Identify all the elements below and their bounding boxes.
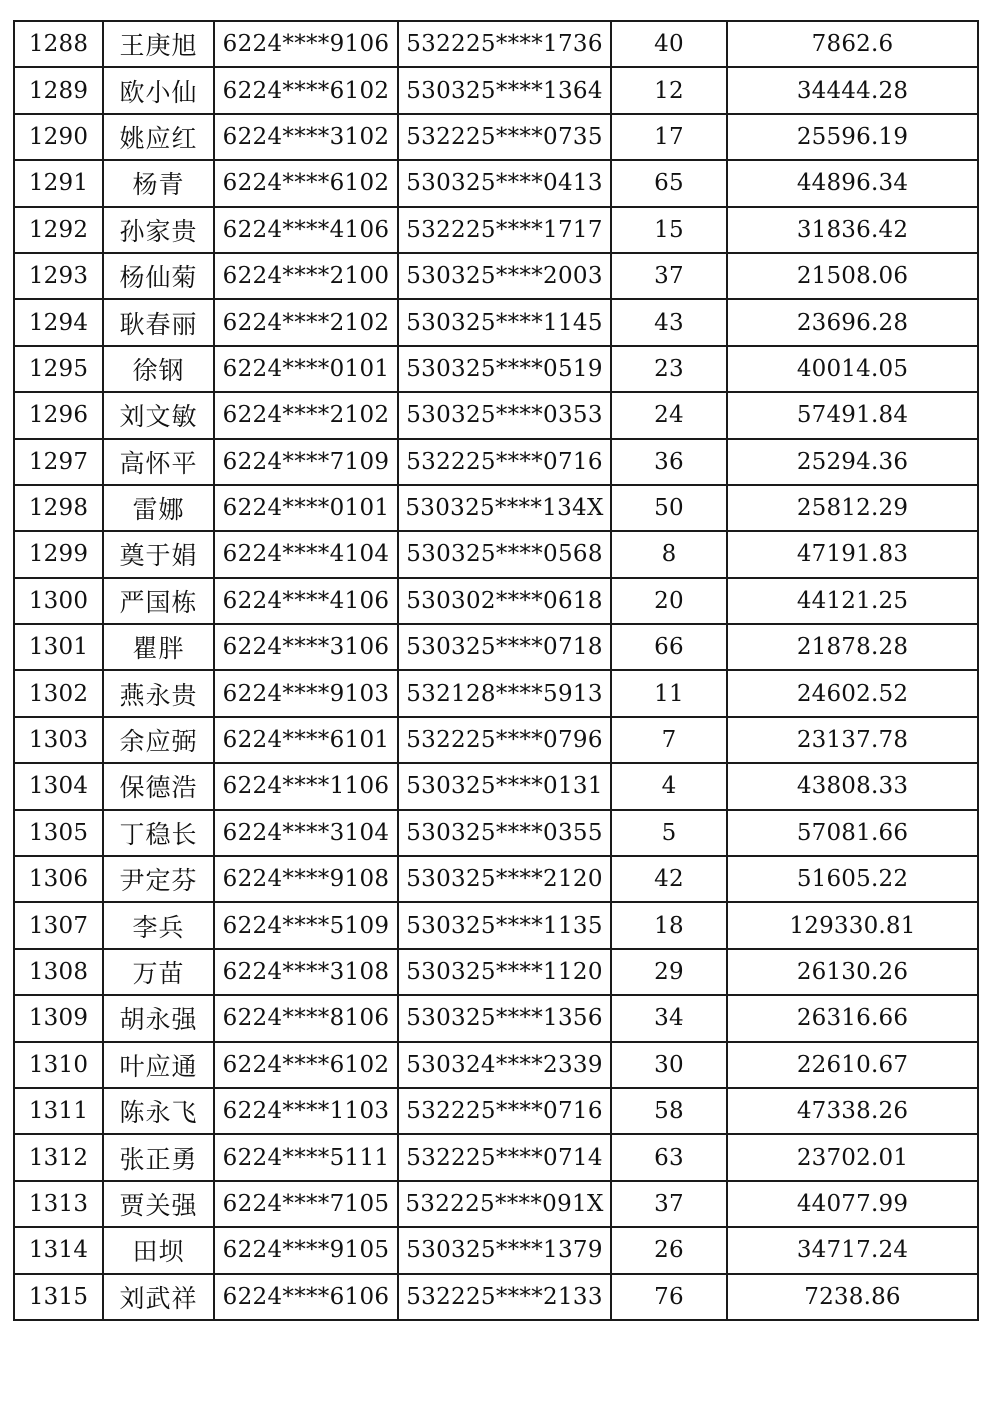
- cell-name: 刘武祥: [103, 1274, 214, 1320]
- cell-name: 瞿胖: [103, 624, 214, 670]
- cell-id-number: 532225****0735: [398, 114, 611, 160]
- cell-card-number: 6224****6101: [214, 717, 398, 763]
- table-row: [14, 299, 978, 345]
- cell-card-number: 6224****9103: [214, 670, 398, 716]
- cell-amount: 25812.29: [727, 485, 978, 531]
- cell-number: 1292: [14, 207, 103, 253]
- cell-id-number: 530325****0355: [398, 810, 611, 856]
- cell-number: 1313: [14, 1181, 103, 1227]
- table-row: [14, 531, 978, 577]
- table-row: [14, 578, 978, 624]
- cell-count: 29: [611, 949, 727, 995]
- cell-amount: 43808.33: [727, 763, 978, 809]
- table-row: [14, 439, 978, 485]
- table-row: [14, 1088, 978, 1134]
- table-row: [14, 114, 978, 160]
- cell-id-number: 530325****0413: [398, 160, 611, 206]
- cell-count: 11: [611, 670, 727, 716]
- table-row: [14, 160, 978, 206]
- cell-name: 田坝: [103, 1227, 214, 1273]
- cell-id-number: 532225****1717: [398, 207, 611, 253]
- cell-card-number: 6224****4106: [214, 578, 398, 624]
- cell-number: 1295: [14, 346, 103, 392]
- cell-name: 姚应红: [103, 114, 214, 160]
- cell-number: 1310: [14, 1042, 103, 1088]
- cell-number: 1288: [14, 21, 103, 67]
- cell-name: 杨仙菊: [103, 253, 214, 299]
- cell-card-number: 6224****1106: [214, 763, 398, 809]
- cell-name: 陈永飞: [103, 1088, 214, 1134]
- cell-card-number: 6224****2100: [214, 253, 398, 299]
- cell-id-number: 530325****0718: [398, 624, 611, 670]
- cell-id-number: 530325****0131: [398, 763, 611, 809]
- cell-number: 1312: [14, 1134, 103, 1180]
- cell-number: 1296: [14, 392, 103, 438]
- cell-amount: 47338.26: [727, 1088, 978, 1134]
- cell-number: 1301: [14, 624, 103, 670]
- cell-amount: 47191.83: [727, 531, 978, 577]
- cell-id-number: 530325****0353: [398, 392, 611, 438]
- cell-id-number: 530325****2003: [398, 253, 611, 299]
- cell-number: 1308: [14, 949, 103, 995]
- cell-name: 孙家贵: [103, 207, 214, 253]
- cell-card-number: 6224****2102: [214, 392, 398, 438]
- cell-amount: 23702.01: [727, 1134, 978, 1180]
- table-row: [14, 995, 978, 1041]
- cell-name: 保德浩: [103, 763, 214, 809]
- cell-amount: 40014.05: [727, 346, 978, 392]
- cell-amount: 44896.34: [727, 160, 978, 206]
- cell-card-number: 6224****5111: [214, 1134, 398, 1180]
- cell-count: 4: [611, 763, 727, 809]
- cell-number: 1306: [14, 856, 103, 902]
- cell-count: 15: [611, 207, 727, 253]
- table-row: [14, 717, 978, 763]
- cell-id-number: 532128****5913: [398, 670, 611, 716]
- cell-number: 1298: [14, 485, 103, 531]
- table-row: [14, 1274, 978, 1320]
- cell-count: 30: [611, 1042, 727, 1088]
- cell-name: 万苗: [103, 949, 214, 995]
- table-row: [14, 670, 978, 716]
- table-row: [14, 856, 978, 902]
- cell-id-number: 532225****1736: [398, 21, 611, 67]
- cell-id-number: 532225****0716: [398, 439, 611, 485]
- cell-name: 张正勇: [103, 1134, 214, 1180]
- cell-id-number: 530325****1379: [398, 1227, 611, 1273]
- cell-count: 36: [611, 439, 727, 485]
- cell-count: 76: [611, 1274, 727, 1320]
- cell-card-number: 6224****6106: [214, 1274, 398, 1320]
- cell-count: 66: [611, 624, 727, 670]
- table-row: [14, 67, 978, 113]
- table-row: [14, 1227, 978, 1273]
- cell-count: 40: [611, 21, 727, 67]
- cell-number: 1297: [14, 439, 103, 485]
- table-row: [14, 1134, 978, 1180]
- cell-name: 余应弼: [103, 717, 214, 763]
- cell-id-number: 530325****0568: [398, 531, 611, 577]
- cell-id-number: 530324****2339: [398, 1042, 611, 1088]
- cell-name: 丁稳长: [103, 810, 214, 856]
- cell-number: 1299: [14, 531, 103, 577]
- cell-number: 1309: [14, 995, 103, 1041]
- cell-amount: 51605.22: [727, 856, 978, 902]
- cell-count: 37: [611, 253, 727, 299]
- cell-card-number: 6224****1103: [214, 1088, 398, 1134]
- table-row: [14, 392, 978, 438]
- cell-name: 叶应通: [103, 1042, 214, 1088]
- table-row: [14, 949, 978, 995]
- cell-amount: 129330.81: [727, 902, 978, 948]
- cell-count: 65: [611, 160, 727, 206]
- cell-name: 高怀平: [103, 439, 214, 485]
- table-row: [14, 21, 978, 67]
- cell-name: 刘文敏: [103, 392, 214, 438]
- cell-card-number: 6224****3102: [214, 114, 398, 160]
- cell-id-number: 532225****0714: [398, 1134, 611, 1180]
- cell-count: 42: [611, 856, 727, 902]
- cell-count: 34: [611, 995, 727, 1041]
- cell-name: 雷娜: [103, 485, 214, 531]
- cell-number: 1300: [14, 578, 103, 624]
- cell-amount: 34717.24: [727, 1227, 978, 1273]
- cell-name: 燕永贵: [103, 670, 214, 716]
- table-row: [14, 902, 978, 948]
- table-row: [14, 624, 978, 670]
- cell-count: 5: [611, 810, 727, 856]
- cell-id-number: 532225****0716: [398, 1088, 611, 1134]
- cell-count: 26: [611, 1227, 727, 1273]
- table-row: [14, 1042, 978, 1088]
- cell-name: 徐钢: [103, 346, 214, 392]
- cell-amount: 7238.86: [727, 1274, 978, 1320]
- cell-amount: 23137.78: [727, 717, 978, 763]
- cell-amount: 44077.99: [727, 1181, 978, 1227]
- cell-name: 李兵: [103, 902, 214, 948]
- cell-count: 58: [611, 1088, 727, 1134]
- cell-amount: 34444.28: [727, 67, 978, 113]
- cell-card-number: 6224****4104: [214, 531, 398, 577]
- cell-number: 1305: [14, 810, 103, 856]
- cell-count: 23: [611, 346, 727, 392]
- cell-count: 37: [611, 1181, 727, 1227]
- cell-id-number: 530325****1364: [398, 67, 611, 113]
- cell-card-number: 6224****9105: [214, 1227, 398, 1273]
- cell-name: 耿春丽: [103, 299, 214, 345]
- cell-id-number: 532225****0796: [398, 717, 611, 763]
- cell-number: 1303: [14, 717, 103, 763]
- cell-amount: 57081.66: [727, 810, 978, 856]
- table-row: [14, 253, 978, 299]
- cell-number: 1294: [14, 299, 103, 345]
- cell-name: 欧小仙: [103, 67, 214, 113]
- cell-card-number: 6224****7105: [214, 1181, 398, 1227]
- cell-name: 尹定芬: [103, 856, 214, 902]
- cell-card-number: 6224****0101: [214, 485, 398, 531]
- cell-card-number: 6224****8106: [214, 995, 398, 1041]
- cell-number: 1289: [14, 67, 103, 113]
- cell-name: 奠于娟: [103, 531, 214, 577]
- cell-card-number: 6224****9106: [214, 21, 398, 67]
- cell-card-number: 6224****6102: [214, 1042, 398, 1088]
- cell-id-number: 530325****1145: [398, 299, 611, 345]
- cell-id-number: 532225****091X: [398, 1181, 611, 1227]
- cell-count: 63: [611, 1134, 727, 1180]
- cell-id-number: 530325****1135: [398, 902, 611, 948]
- cell-amount: 26316.66: [727, 995, 978, 1041]
- table-row: [14, 763, 978, 809]
- cell-number: 1315: [14, 1274, 103, 1320]
- cell-amount: 24602.52: [727, 670, 978, 716]
- cell-number: 1293: [14, 253, 103, 299]
- table-row: [14, 810, 978, 856]
- cell-count: 7: [611, 717, 727, 763]
- cell-card-number: 6224****6102: [214, 160, 398, 206]
- cell-id-number: 530325****134X: [398, 485, 611, 531]
- cell-number: 1307: [14, 902, 103, 948]
- cell-name: 严国栋: [103, 578, 214, 624]
- table-row: [14, 485, 978, 531]
- cell-number: 1304: [14, 763, 103, 809]
- cell-amount: 25596.19: [727, 114, 978, 160]
- table-row: [14, 346, 978, 392]
- cell-count: 43: [611, 299, 727, 345]
- cell-number: 1291: [14, 160, 103, 206]
- cell-card-number: 6224****7109: [214, 439, 398, 485]
- cell-card-number: 6224****9108: [214, 856, 398, 902]
- cell-card-number: 6224****4106: [214, 207, 398, 253]
- cell-id-number: 530302****0618: [398, 578, 611, 624]
- cell-id-number: 530325****2120: [398, 856, 611, 902]
- cell-number: 1311: [14, 1088, 103, 1134]
- cell-amount: 23696.28: [727, 299, 978, 345]
- cell-card-number: 6224****2102: [214, 299, 398, 345]
- cell-amount: 25294.36: [727, 439, 978, 485]
- cell-id-number: 530325****1356: [398, 995, 611, 1041]
- table-row: [14, 207, 978, 253]
- table-row: [14, 1181, 978, 1227]
- cell-amount: 22610.67: [727, 1042, 978, 1088]
- cell-id-number: 530325****1120: [398, 949, 611, 995]
- cell-id-number: 532225****2133: [398, 1274, 611, 1320]
- data-table: [13, 20, 979, 1321]
- cell-count: 8: [611, 531, 727, 577]
- cell-card-number: 6224****0101: [214, 346, 398, 392]
- cell-count: 12: [611, 67, 727, 113]
- cell-card-number: 6224****5109: [214, 902, 398, 948]
- cell-amount: 7862.6: [727, 21, 978, 67]
- cell-count: 20: [611, 578, 727, 624]
- cell-count: 18: [611, 902, 727, 948]
- cell-amount: 21508.06: [727, 253, 978, 299]
- cell-amount: 44121.25: [727, 578, 978, 624]
- cell-number: 1302: [14, 670, 103, 716]
- cell-count: 24: [611, 392, 727, 438]
- cell-amount: 57491.84: [727, 392, 978, 438]
- cell-card-number: 6224****3106: [214, 624, 398, 670]
- cell-name: 王庚旭: [103, 21, 214, 67]
- cell-name: 胡永强: [103, 995, 214, 1041]
- cell-amount: 31836.42: [727, 207, 978, 253]
- table-body: [14, 21, 978, 1320]
- cell-count: 17: [611, 114, 727, 160]
- cell-card-number: 6224****3104: [214, 810, 398, 856]
- cell-name: 杨青: [103, 160, 214, 206]
- cell-amount: 21878.28: [727, 624, 978, 670]
- cell-amount: 26130.26: [727, 949, 978, 995]
- cell-card-number: 6224****6102: [214, 67, 398, 113]
- cell-number: 1314: [14, 1227, 103, 1273]
- cell-count: 50: [611, 485, 727, 531]
- cell-id-number: 530325****0519: [398, 346, 611, 392]
- cell-number: 1290: [14, 114, 103, 160]
- cell-card-number: 6224****3108: [214, 949, 398, 995]
- cell-name: 贾关强: [103, 1181, 214, 1227]
